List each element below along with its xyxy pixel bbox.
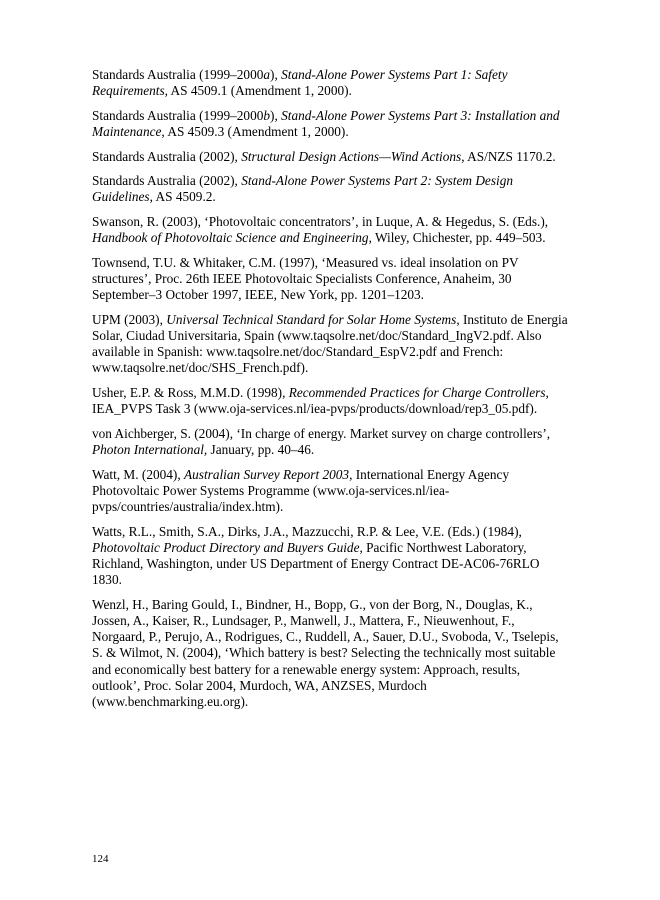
reference-text: January, pp. 40–46. [207,441,315,457]
reference-text: Wenzl, H., Baring Gould, I., Bindner, H., Bopp, G., von der Borg, N., Douglas, K., Jossen, A., Kaiser, R., Lundsager, P., Manwell, J., Mattera, F., Nieuwenhout, F., Norgaard, P., Perujo, A., Rodrigues, C., Ruddell, A., Sauer, D.U., Svoboda, V., Tselepis, S. & Wilmot, N. (2004), ‘Which battery is best? Selecting the technically most suitable and economically best battery for a renewable energy system: Approach, results, outlook’, Proc. Solar 2004, Murdoch, WA, ANZSES, Murdoch (www.benchmarking.eu.org). [92,596,562,709]
reference-title-text: Photovoltaic Product Directory and Buyers Guide [92,539,360,555]
reference-text: , AS 4509.1 (Amendment 1, 2000). [164,83,352,99]
reference-entry [92,524,570,589]
reference-title-text: Handbook of Photovoltaic Science and Engineering [92,230,369,246]
reference-text: Usher, E.P. & Ross, M.M.D. (1998), [92,384,289,400]
reference-text: Standards Australia (1999–2000 [92,67,264,82]
reference-text: Watts, R.L., Smith, S.A., Dirks, J.A., Mazzucchi, R.P. & Lee, V.E. (Eds.) (1984), [92,523,526,539]
reference-title-text: b [263,107,271,123]
reference-text: , AS/NZS 1170.2. [461,148,556,164]
reference-entry [92,108,570,140]
reference-text: , International Energy Agency Photovoltaic Power Systems Programme (www.oja-services.nl/iea-pvps/countries/australia/index.htm). [92,466,513,514]
reference-title-text: Stand-Alone Power Systems Part 3: Installation and Maintenance [92,107,563,139]
reference-entry [92,426,570,458]
reference-entry [92,67,570,99]
reference-title-text: Stand-Alone Power Systems Part 1: Safety Requirements [92,67,511,99]
reference-text: Standards Australia (2002), [92,173,242,189]
reference-text: Standards Australia (2002), [92,148,242,164]
reference-text: , Instituto de Energia Solar, Ciudad Universitaria, Spain (www.taqsolre.net/doc/Standard_IngV2.pdf. Also available in Spanish: www.taqsolre.net/doc/Standard_EspV2.pdf and French: www.taqsolre.net/doc/SHS_French.pdf). [92,311,571,376]
reference-title-text: Australian Survey Report 2003 [184,466,350,482]
reference-text: Townsend, T.U. & Whitaker, C.M. (1997), ‘Measured vs. ideal insolation on PV structures’, Proc. 26th IEEE Photovoltaic Specialists Conference, Anaheim, 30 September–3 October 1997, IEEE, New York, pp. 1201–1203. [92,254,522,303]
reference-title-text: Universal Technical Standard for Solar Home Systems [166,311,457,327]
reference-title-text: Structural Design Actions—Wind Actions [241,148,462,164]
reference-text: , Pacific Northwest Laboratory, Richland, Washington, under US Department of Energy Contract DE-AC06-76RLO 1830. [92,539,543,588]
reference-text: Watt, M. (2004), [92,466,184,482]
reference-text: , IEA_PVPS Task 3 (www.oja-services.nl/iea-pvps/products/download/rep3_05.pdf). [92,384,553,417]
page-number: 124 [92,853,109,865]
reference-entry [92,149,570,165]
reference-title-text: Recommended Practices for Charge Controllers [288,384,546,400]
reference-title-text: Photon International, [92,441,208,457]
reference-text: ), [270,67,282,82]
reference-title-text: a [263,67,271,82]
reference-text: Standards Australia (1999–2000 [92,107,264,123]
reference-entry [92,312,570,377]
reference-entry [92,173,570,205]
reference-text: , AS 4509.2. [149,189,216,205]
reference-text: ), [270,107,282,123]
reference-text: , Wiley, Chichester, pp. 449–503. [368,230,546,246]
reference-entry [92,214,570,246]
reference-text: , AS 4509.3 (Amendment 1, 2000). [161,124,349,139]
reference-list [92,67,570,719]
reference-entry [92,467,570,516]
reference-entry [92,597,570,710]
reference-text: Swanson, R. (2003), ‘Photovoltaic concentrators’, in Luque, A. & Hegedus, S. (Eds.), [92,213,552,229]
reference-entry [92,255,570,304]
reference-text: UPM (2003), [92,311,167,327]
reference-entry [92,385,570,417]
reference-title-text: Stand-Alone Power Systems Part 2: System Design Guidelines [92,173,517,205]
reference-text: von Aichberger, S. (2004), ‘In charge of energy. Market survey on charge controllers’, [92,425,554,441]
